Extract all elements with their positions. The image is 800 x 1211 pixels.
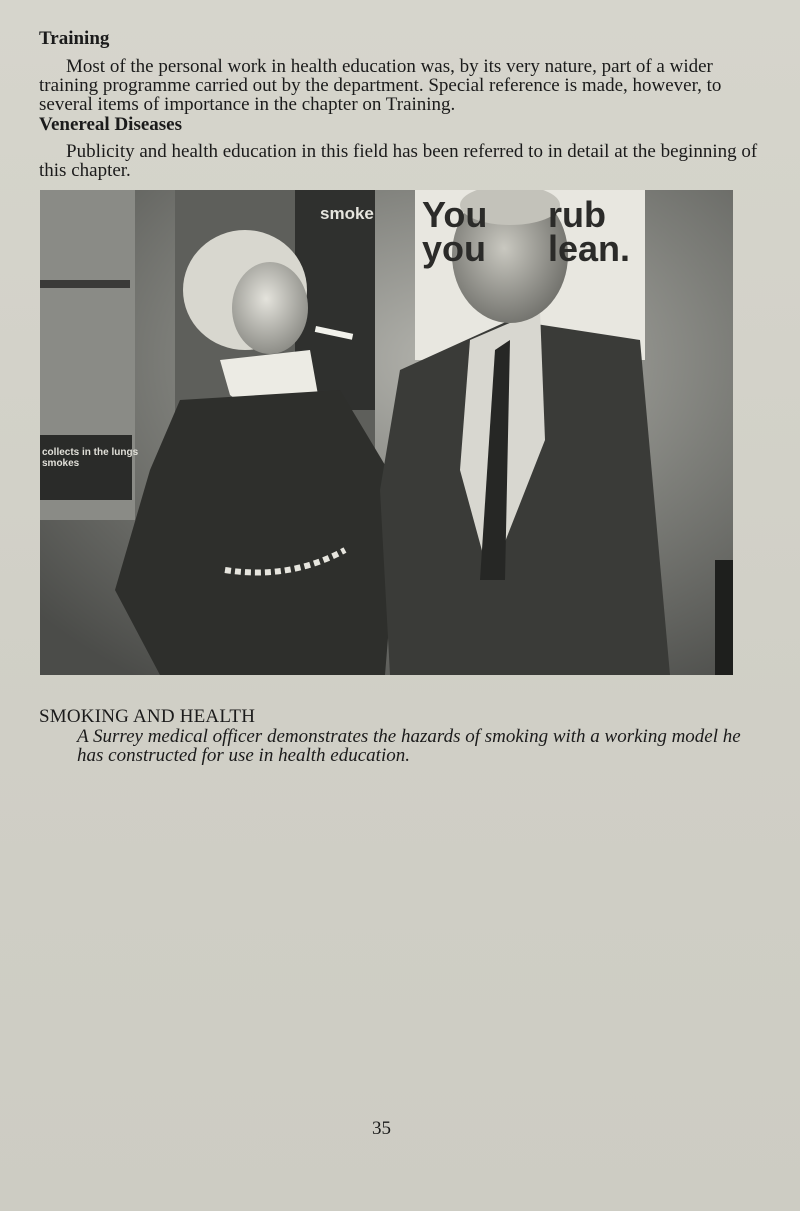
caption-text: A Surrey medical officer demonstrates the hazards of smoking with a working model he has constructed for use in health education. [77, 726, 741, 766]
training-paragraph: Most of the personal work in health education was, by its very nature, part of a wider training programme carried out by the department. Special reference is made, however, to several items of importance in the chapter on Training. [39, 56, 722, 115]
poster-text-rub [548, 194, 631, 269]
poster-text-smoke: smoke [320, 204, 374, 223]
poster-text-lungs [42, 447, 138, 469]
page-number: 35 [372, 1118, 391, 1139]
caption-title: SMOKING AND HEALTH [39, 706, 256, 727]
poster-word-lean: lean. [548, 228, 631, 269]
poster-lungs-line1: collects in the lungs [42, 447, 139, 458]
poster-lungs-line2: smokes [42, 458, 80, 469]
venereal-diseases-paragraph: Publicity and health education in this field has been referred to in detail at the beginning of this chapter. [39, 141, 758, 181]
venereal-diseases-heading: Venereal Diseases [39, 114, 183, 135]
poster-text-you [422, 194, 488, 269]
poster-word-rub: rub [548, 194, 606, 235]
training-heading: Training [39, 28, 110, 49]
poster-word-you-1: You [422, 194, 488, 235]
poster-word-you-2: you [422, 228, 487, 269]
smoking-demonstration-photo [40, 190, 733, 675]
